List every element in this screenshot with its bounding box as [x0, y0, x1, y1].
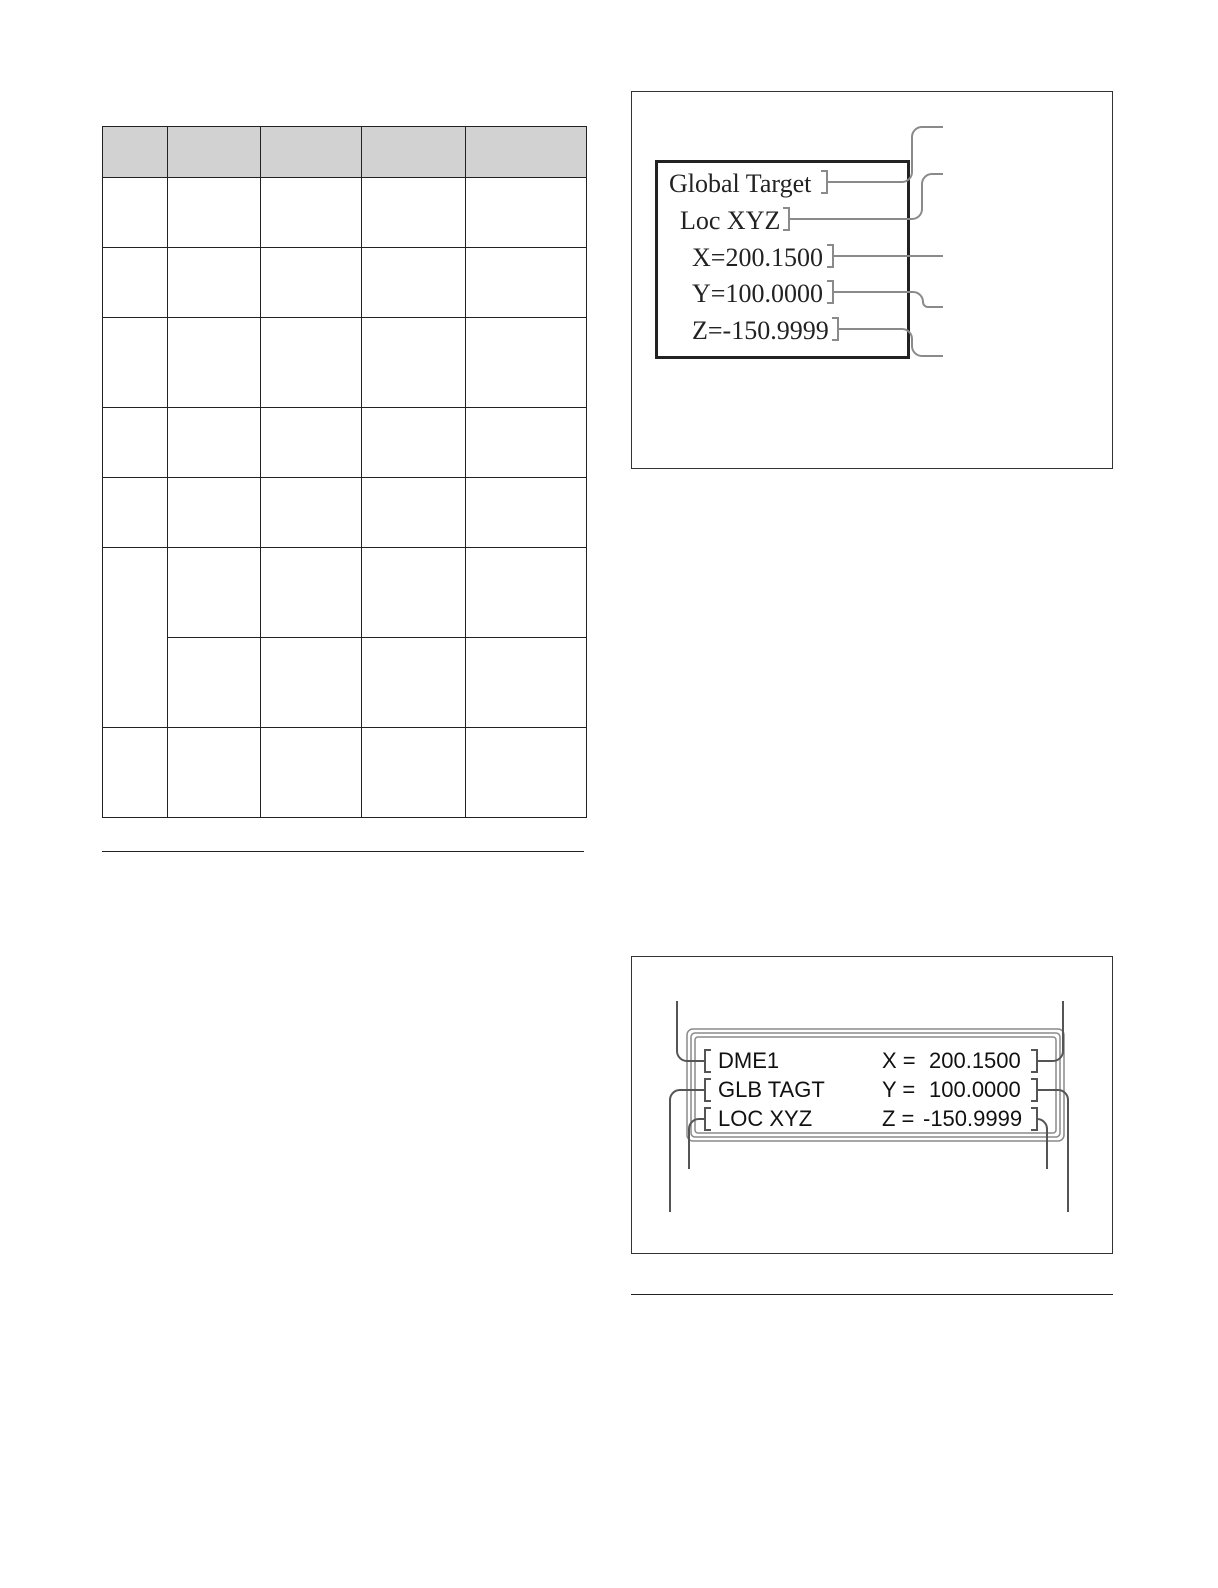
callout-bracket-2	[783, 208, 789, 230]
status-row-1-label: DME1	[718, 1048, 780, 1073]
table-header-cell	[103, 127, 168, 178]
table-cell	[466, 408, 587, 478]
display-line-1: Global Target	[669, 169, 812, 198]
section-divider	[102, 851, 584, 852]
status-row-3-axis: Z =	[882, 1106, 915, 1131]
status-row-1-axis: X =	[882, 1048, 916, 1073]
table-cell	[466, 318, 587, 408]
table-cell	[261, 728, 362, 818]
status-row-2-value: 100.0000	[929, 1077, 1021, 1102]
callout-bracket-5	[832, 318, 838, 340]
callout-bracket-3	[827, 245, 833, 267]
right-bracket-3	[1031, 1108, 1037, 1130]
table-cell	[103, 248, 168, 318]
callout-leader-2	[789, 174, 943, 219]
menu-display-figure	[631, 91, 1113, 469]
table-cell	[103, 318, 168, 408]
callout-leader-1	[827, 127, 943, 182]
table-cell	[362, 638, 466, 728]
table-cell	[168, 318, 261, 408]
table-row	[103, 728, 587, 818]
display-line-2: Loc XYZ	[680, 206, 781, 235]
table-cell	[168, 408, 261, 478]
left-bracket-2	[705, 1079, 711, 1101]
table-cell	[466, 638, 587, 728]
right-bracket-2	[1031, 1079, 1037, 1101]
table-cell	[103, 728, 168, 818]
table-cell	[103, 548, 168, 728]
table-row	[103, 638, 587, 728]
right-leader-1	[1037, 1001, 1063, 1061]
table-cell	[261, 248, 362, 318]
callout-bracket-4	[827, 281, 833, 303]
table-cell	[362, 408, 466, 478]
table-row	[103, 318, 587, 408]
callout-lines	[632, 92, 1114, 470]
table-header-row	[103, 127, 587, 178]
table-cell	[261, 318, 362, 408]
status-display-outline	[632, 957, 1114, 1255]
status-row-2-axis: Y =	[882, 1077, 916, 1102]
left-bracket-1	[705, 1050, 711, 1072]
section-divider	[631, 1294, 1113, 1295]
table-cell	[466, 478, 587, 548]
status-row-3-label: LOC XYZ	[718, 1106, 813, 1131]
display-line-4: Y=100.0000	[692, 279, 823, 308]
table-cell	[168, 478, 261, 548]
right-bracket-1	[1031, 1050, 1037, 1072]
table-cell	[103, 408, 168, 478]
left-bracket-3	[705, 1108, 711, 1130]
table-cell	[466, 548, 587, 638]
status-row-1-value: 200.1500	[929, 1048, 1021, 1073]
parameter-table	[102, 126, 587, 818]
status-row-3-value: -150.9999	[923, 1106, 1023, 1131]
table-cell	[261, 548, 362, 638]
table-cell	[362, 548, 466, 638]
table-cell	[168, 728, 261, 818]
table-row	[103, 248, 587, 318]
table-row	[103, 548, 587, 638]
table-cell	[362, 478, 466, 548]
table-cell	[261, 408, 362, 478]
table-cell	[466, 728, 587, 818]
table-cell	[261, 638, 362, 728]
status-display-figure	[631, 956, 1113, 1254]
table-row	[103, 408, 587, 478]
table-cell	[261, 178, 362, 248]
table-header-cell	[362, 127, 466, 178]
callout-leader-4	[833, 292, 943, 307]
table-cell	[168, 248, 261, 318]
table-header-cell	[261, 127, 362, 178]
table-cell	[362, 728, 466, 818]
table-cell	[103, 178, 168, 248]
table-cell	[103, 478, 168, 548]
right-leader-3	[1037, 1119, 1047, 1169]
display-line-5: Z=-150.9999	[692, 316, 829, 345]
display-line-3: X=200.1500	[692, 243, 823, 272]
table-header-cell	[466, 127, 587, 178]
table-cell	[466, 178, 587, 248]
table-row	[103, 178, 587, 248]
table-cell	[168, 178, 261, 248]
table-cell	[362, 318, 466, 408]
callout-bracket-1	[821, 171, 827, 193]
callout-leader-5	[838, 329, 943, 356]
status-row-2-label: GLB TAGT	[718, 1077, 825, 1102]
table-row	[103, 478, 587, 548]
table-cell	[362, 248, 466, 318]
table-header-cell	[168, 127, 261, 178]
table-cell	[168, 638, 261, 728]
table-cell	[466, 248, 587, 318]
table-cell	[168, 548, 261, 638]
table-cell	[362, 178, 466, 248]
table-cell	[261, 478, 362, 548]
